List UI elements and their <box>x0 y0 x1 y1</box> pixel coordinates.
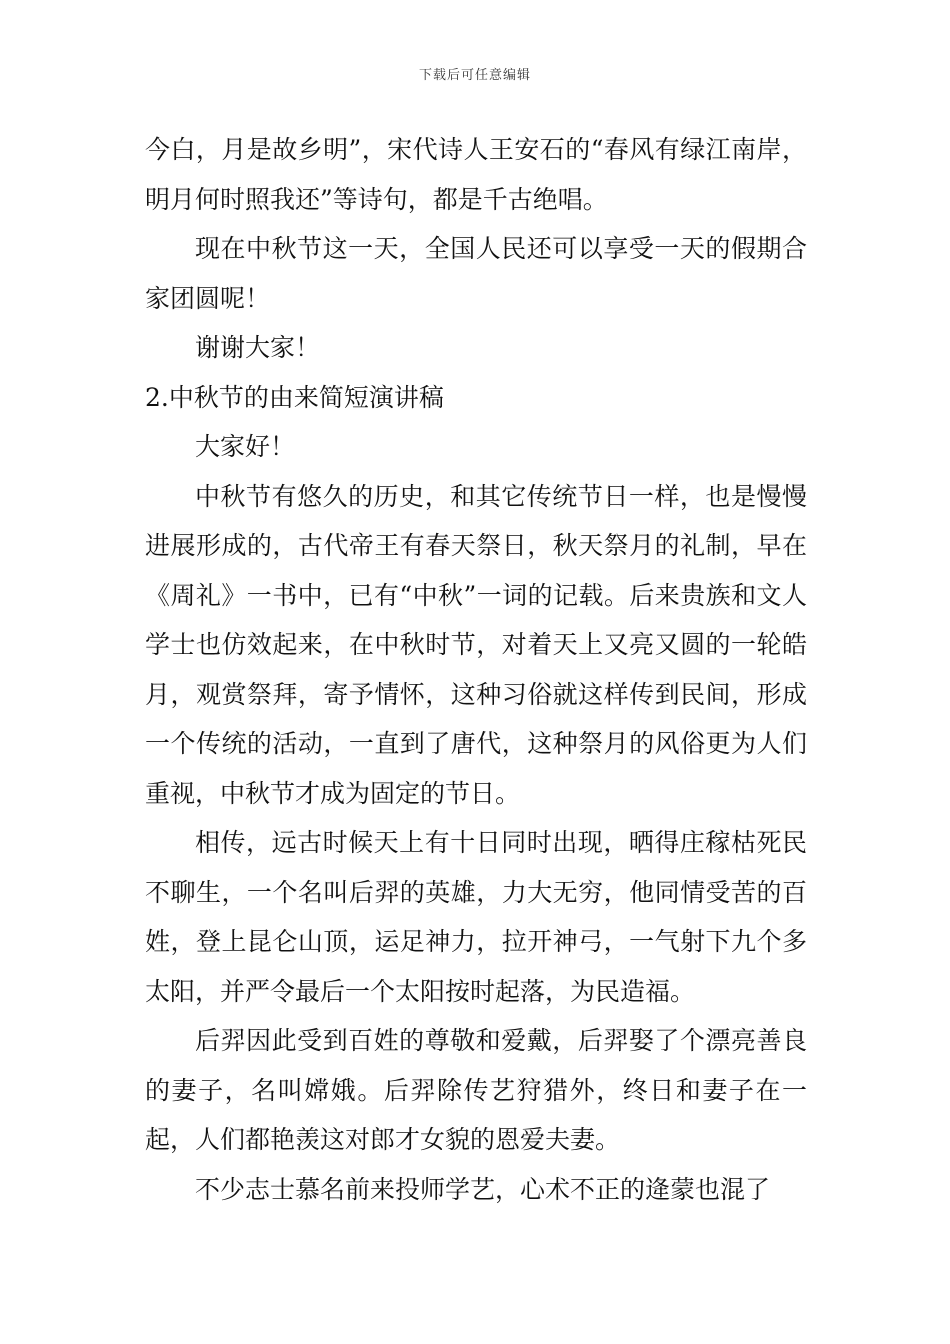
document-body <box>145 125 807 1214</box>
paragraph-thanks: 谢谢大家！ <box>195 333 321 362</box>
paragraph-pengmeng: 不少志士慕名前来投师学艺，心术不正的逄蒙也混了 <box>195 1174 771 1204</box>
paragraph-legend: 相传，远古时候天上有十日同时出现，晒得庄稼枯死民不聊生，一个名叫后羿的英雄，力大无穷，他同情受苦的百姓，登上昆仑山顶，运足神力，拉开神弓，一气射下九个多太阳，并严令最后一个太阳按时起落，为民造福。 <box>145 828 807 1006</box>
paragraph-greeting: 大家好！ <box>195 432 296 461</box>
section-heading: 2.中秋节的由来简短演讲稿 <box>145 382 444 412</box>
paragraph-continued-poem: 今白，月是故乡明”，宋代诗人王安石的“春风有绿江南岸，明月何时照我还”等诗句，都是千古绝唱。 <box>145 135 807 214</box>
page-header: 下载后可任意编辑 <box>418 68 531 83</box>
paragraph-holiday: 现在中秋节这一天，全国人民还可以享受一天的假期合家团圆呢！ <box>145 234 807 313</box>
paragraph-history: 中秋节有悠久的历史，和其它传统节日一样，也是慢慢进展形成的，古代帝王有春天祭日，秋天祭月的礼制，早在《周礼》一书中，已有“中秋”一词的记载。后来贵族和文人学士也仿效起来，在中秋时节，对着天上又亮又圆的一轮皓月，观赏祭拜，寄予情怀，这种习俗就这样传到民间，形成一个传统的活动，一直到了唐代，这种祭月的风俗更为人们重视，中秋节才成为固定的节日。 <box>145 481 807 808</box>
paragraph-houyi: 后羿因此受到百姓的尊敬和爱戴，后羿娶了个漂亮善良的妻子，名叫嫦娥。后羿除传艺狩猎外，终日和妻子在一起，人们都艳羡这对郎才女貌的恩爱夫妻。 <box>145 1026 807 1154</box>
